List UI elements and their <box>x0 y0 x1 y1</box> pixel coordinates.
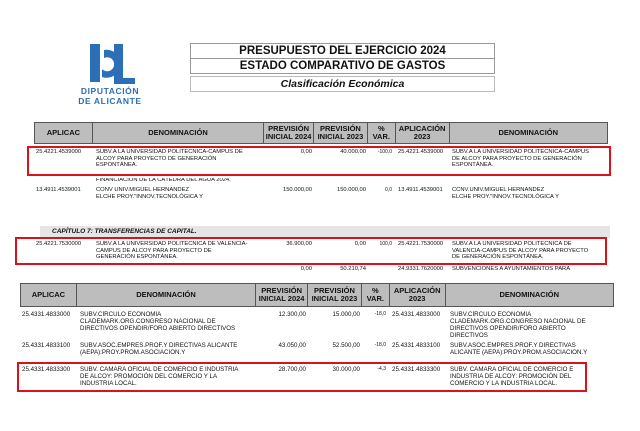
col-denominacion: DENOMINACIÓN <box>93 123 264 143</box>
col-denominacion: DENOMINACIÓN <box>77 284 256 306</box>
row-name-2: SUBVENCIONES A AYUNTAMIENTOS PARA <box>452 266 571 272</box>
row-prev-2023: 150.000,00 <box>336 187 366 193</box>
chapter-heading: CAPÍTULO 7: TRANSFERENCIAS DE CAPITAL. <box>40 226 610 238</box>
row-var: -18,0 <box>374 311 386 317</box>
row-code: 25.4221.7530000 <box>36 241 82 247</box>
classification-title: Clasificación Económica <box>190 76 495 92</box>
row-var: 100,0 <box>379 241 392 247</box>
col-prevision-2023: PREVISIÓN INICIAL 2023 <box>314 123 368 143</box>
row-code-2023: 25.4331.4833000 <box>392 311 441 318</box>
table1-header <box>34 122 608 144</box>
col-denominacion-2: DENOMINACIÓN <box>499 289 560 299</box>
row-prev-2024: 150.000,00 <box>282 187 312 193</box>
row-name-2: SUBV.ASOC.EMPRES.PROF.Y DIRECTIVAS ALICANTE (AEPA):PROY.PROM.ASOCIACION.Y <box>450 342 588 356</box>
table3-header <box>20 283 614 307</box>
row-var: 0,0 <box>385 187 392 193</box>
col-aplicacion-2023: APLICACIÓN 2023 <box>390 284 446 306</box>
row-var: -18,0 <box>374 342 386 348</box>
row-code: 25.4331.4833000 <box>22 311 71 318</box>
row-var: -100,0 <box>377 149 392 155</box>
col-var: % VAR. <box>362 284 390 306</box>
row-code-2023: 25.4221.7530000 <box>398 241 444 247</box>
col-denominacion-2: DENOMINACIÓN <box>498 127 559 137</box>
row-var: -4,3 <box>377 366 386 372</box>
table-row <box>20 311 614 339</box>
row-prev-2024: 36.900,00 <box>286 241 312 247</box>
col-aplicacion-2023: APLICACIÓN 2023 <box>396 123 450 143</box>
row-prev-2024: 28.700,00 <box>278 366 306 373</box>
row-prev-2023: 50.210,74 <box>340 266 366 272</box>
logo-text <box>62 86 158 106</box>
row-code-2023: 24.9331.7620000 <box>398 266 444 272</box>
row-name: CONV UNIV.MIGUEL HERNÁNDEZ ELCHE PROY."INNOV.TECNOLÓGICA Y <box>96 187 203 200</box>
logo-text-line2: DE ALICANTE <box>78 96 142 106</box>
row-prev-2023: 0,00 <box>354 241 366 247</box>
col-aplicac: APLICAC <box>35 123 93 143</box>
row-code-2023: 13.4911.4539001 <box>398 187 443 193</box>
col-var: % VAR. <box>368 123 396 143</box>
row-prev-2024: 43.050,00 <box>278 342 306 349</box>
row-code: 25.4331.4833100 <box>22 342 71 349</box>
budget-title: PRESUPUESTO DEL EJERCICIO 2024 <box>190 43 495 59</box>
row-code: 25.4221.4539000 <box>36 149 82 155</box>
row-name: SUBV.A LA UNIVERSIDAD POLITÉCNICA-CAMPUS DE ALCOY PARA PROYECTO DE GENERACIÓN ESPONTÁNEA. <box>96 149 243 169</box>
col-prevision-2024: PREVISIÓN INICIAL 2024 <box>256 284 308 306</box>
highlight-box-2 <box>15 237 607 265</box>
row-code: 25.4331.4833300 <box>22 366 71 373</box>
row-code-2023: 25.4331.4833100 <box>392 342 441 349</box>
col-prevision-2023: PREVISIÓN INICIAL 2023 <box>308 284 362 306</box>
table-row <box>34 178 608 186</box>
highlight-box-1 <box>27 146 611 176</box>
row-prev-2023: 40.000,00 <box>340 149 366 155</box>
row-code-2023: 25.4221.4539000 <box>398 149 444 155</box>
row-name: SUBV.ASOC.EMPRES.PROF.Y DIRECTIVAS ALICANTE (AEPA):PROY.PROM.ASOCIACION.Y <box>80 342 238 356</box>
row-name-2: SUBV.A LA UNIVERSIDAD POLITÉCNICA DE VALENCIA-CAMPUS DE ALCOY PARA PROYECTO DE GENERACIÓN ESPONTÁNEA. <box>452 241 589 261</box>
row-name: SUBV. CÁMARA OFICIAL DE COMERCIO E INDUSTRIA DE ALCOY: PROMOCIÓN DEL COMERCIO Y LA INDUSTRIA LOCAL. <box>80 366 239 387</box>
table-row <box>34 266 608 273</box>
comparative-title: ESTADO COMPARATIVO DE GASTOS <box>190 58 495 74</box>
row-name: FINANCIACIÓN DE LA CÁTEDRA DEL AGUA 2024. <box>96 178 231 183</box>
row-name: SUBV.A LA UNIVERSIDAD POLITÉCNICA DE VALENCIA- CAMPUS DE ALCOY PARA PROYECTO DE GENERACIÓN ESPONTÁNEA. <box>96 241 248 261</box>
row-name: SUBV.CÍRCULO ECONOMÍA CLADEMARK.ORG.CONGRESO NACIONAL DE DIRECTIVOS OPENDIR/FORO ABIERTO DIRECTIVOS <box>80 311 236 332</box>
row-prev-2023: 30.000,00 <box>332 366 360 373</box>
row-name-2: SUBV. CÁMARA OFICIAL DE COMERCIO E INDUSTRIA DE ALCOY: PROMOCIÓN DEL COMERCIO Y LA INDUSTRIA LOCAL. <box>450 366 574 387</box>
col-prevision-2024: PREVISIÓN INICIAL 2024 <box>264 123 314 143</box>
logo-text-line1: DIPUTACIÓN <box>80 86 140 96</box>
row-prev-2023: 52.500,00 <box>332 342 360 349</box>
row-prev-2024: 0,00 <box>300 149 312 155</box>
row-prev-2023: 15.000,00 <box>332 311 360 318</box>
table-row <box>20 342 614 362</box>
row-name-2: CCNV.UNIV.MIGUEL HERNÁNDEZ ELCHE PROY."INNOV.TECNOLÓGICA Y <box>452 187 559 200</box>
row-prev-2024: 0,00 <box>300 266 312 272</box>
table-row <box>34 187 608 201</box>
highlight-box-3 <box>17 362 587 392</box>
row-prev-2024: 12.300,00 <box>278 311 306 318</box>
row-code: 13.4911.4539001 <box>36 187 81 193</box>
row-code-2023: 25.4331.4833300 <box>392 366 441 373</box>
row-name-2: SUBV.CÍRCULO ECONOMÍA CLADEMARK.ORG.CONGRESO NACIONAL DE DIRECTIVOS OPENDIR/FORO ABIERTO DIRECTIVOS <box>450 311 586 339</box>
row-name-2: SUBV.A LA UNIVERSIDAD POLITÉCNICA-CAMPUS DE ALCOY PARA PROYECTO DE GENERACIÓN ESPONTÁNEA. <box>452 149 590 169</box>
col-aplicac: APLICAC <box>21 284 77 306</box>
